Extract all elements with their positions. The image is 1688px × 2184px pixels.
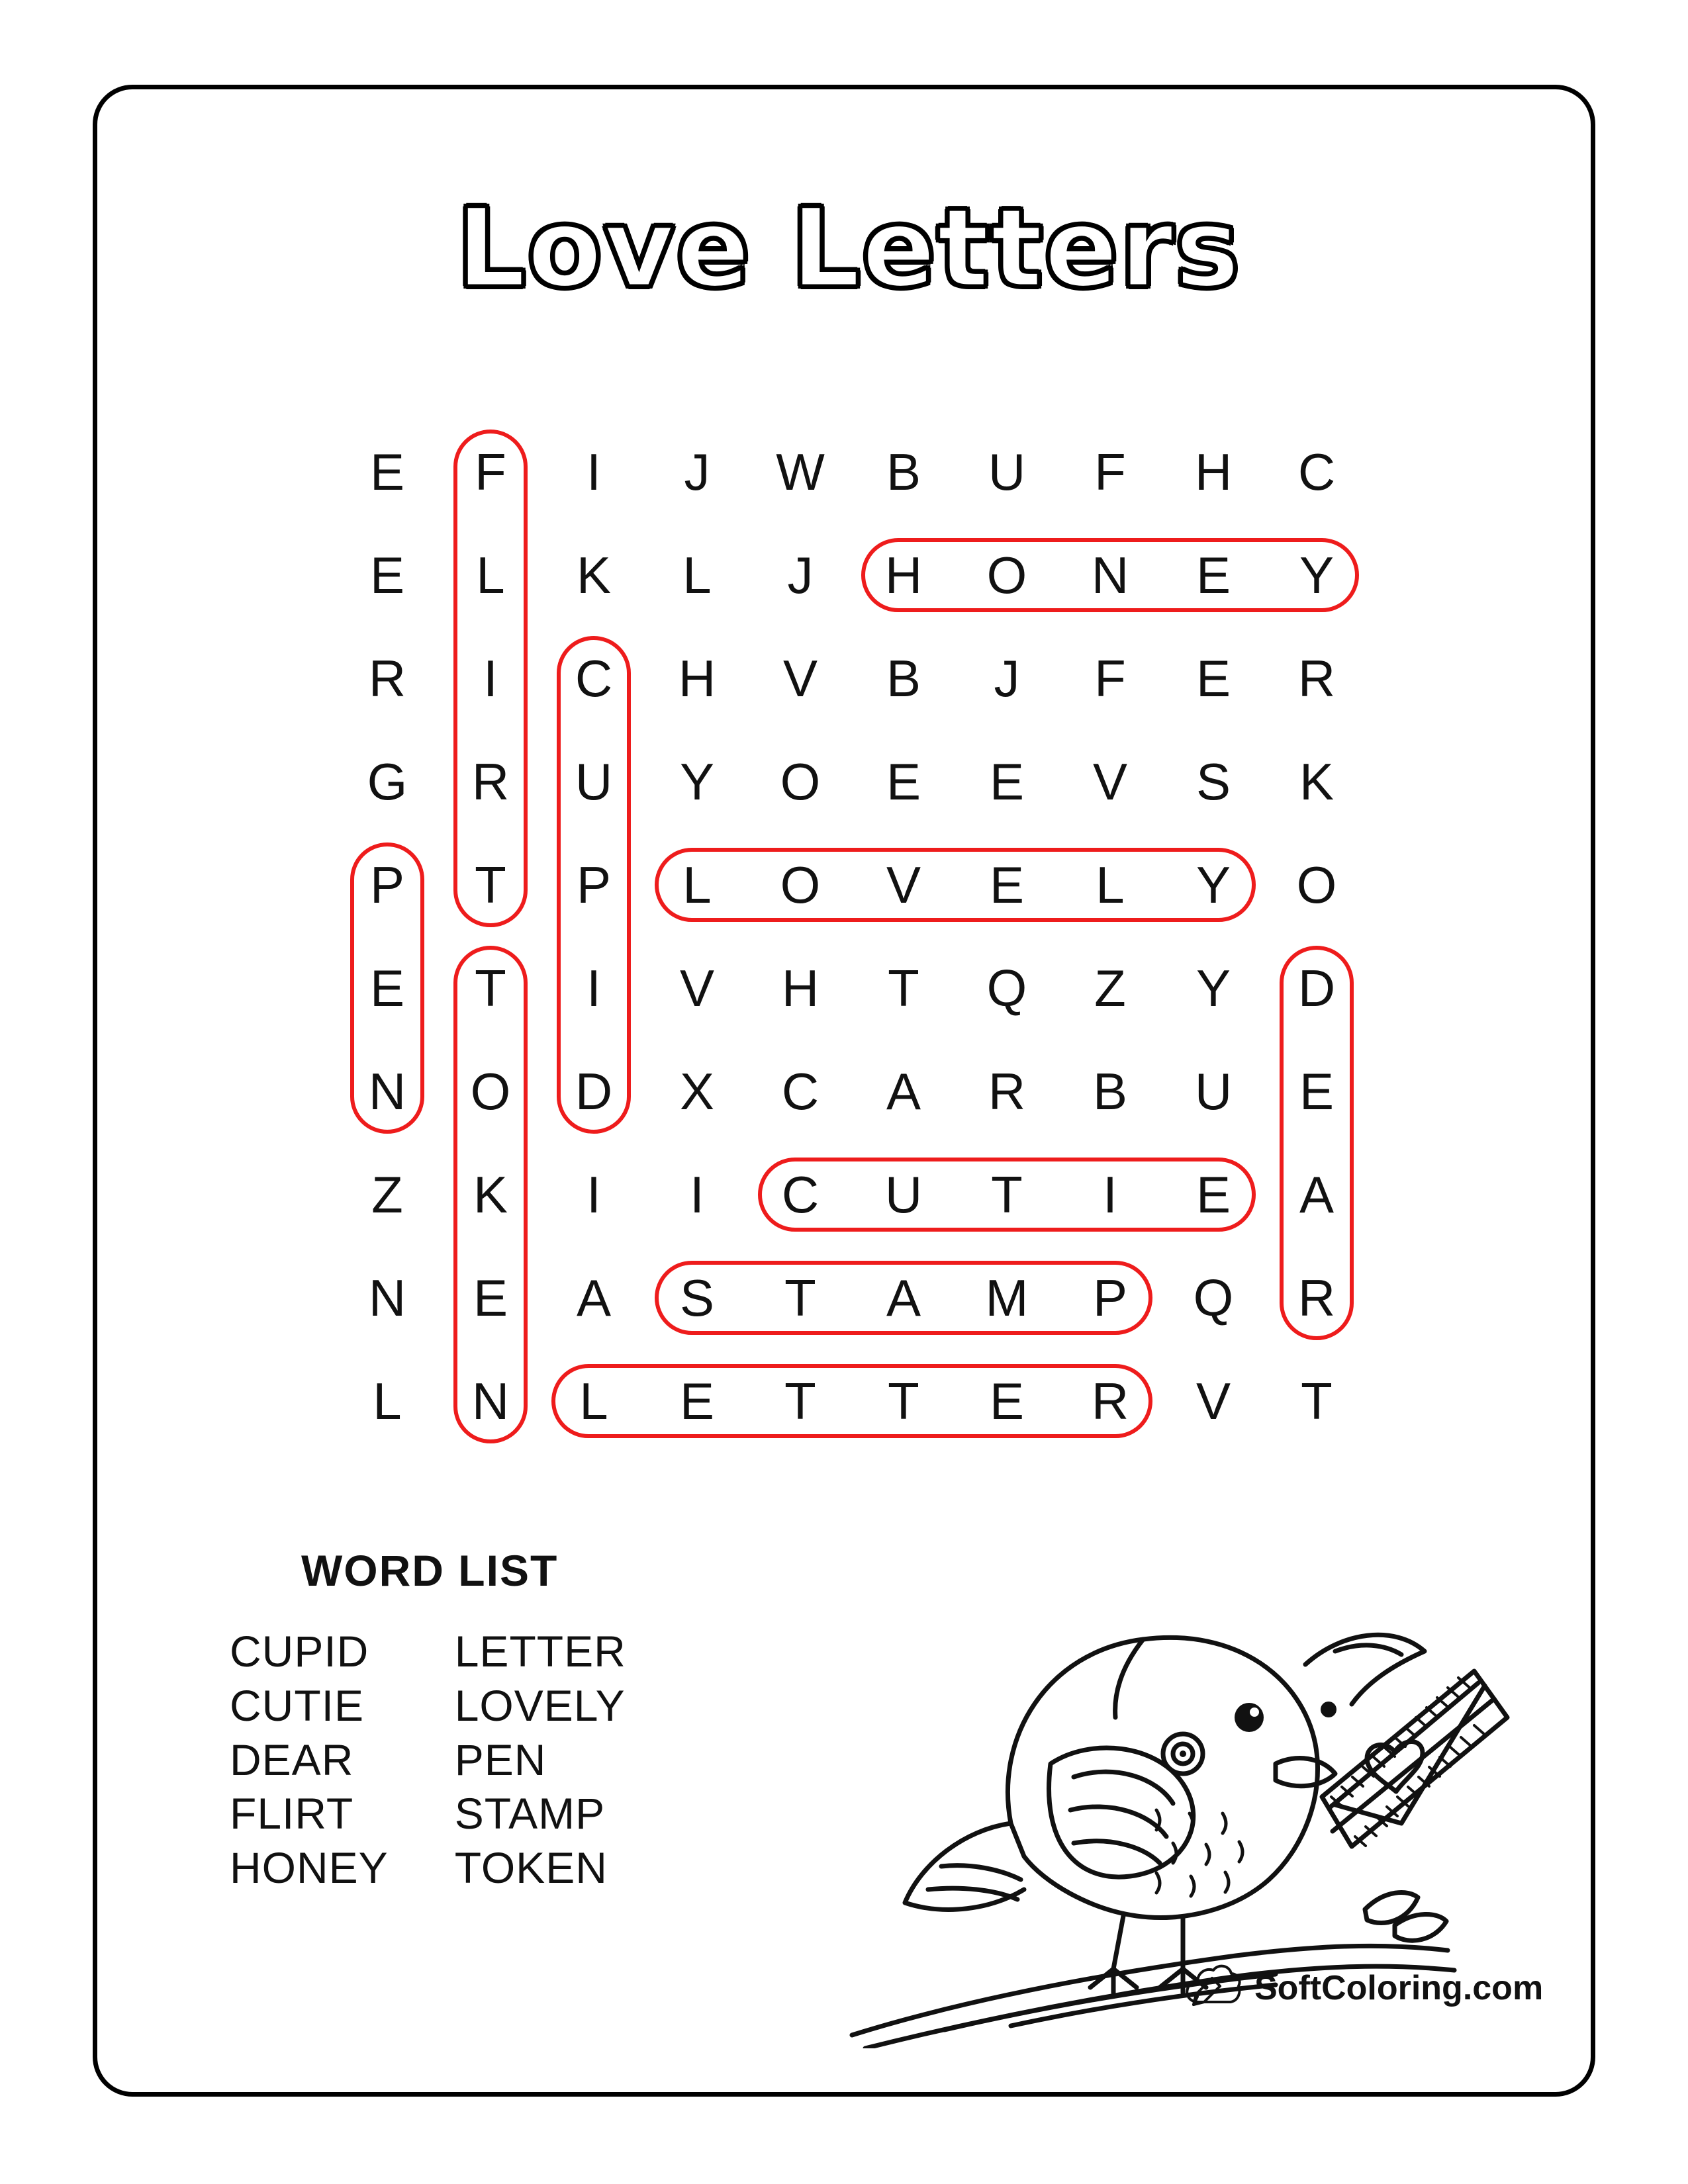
grid-cell[interactable]: L [682, 855, 712, 914]
word-list [230, 1625, 626, 1895]
grid-cell[interactable]: U [884, 1165, 923, 1224]
grid-cell[interactable]: E [369, 442, 405, 501]
grid-cell[interactable]: R [1297, 649, 1336, 707]
grid-row [336, 523, 1368, 627]
bird-with-letter-illustration [812, 1453, 1514, 2048]
grid-cell[interactable]: H [678, 649, 716, 707]
grid-cell[interactable]: Y [1196, 958, 1231, 1017]
grid-cell[interactable]: I [586, 1165, 601, 1224]
grid-cell[interactable]: K [473, 1165, 508, 1224]
grid-cell[interactable]: E [989, 1371, 1025, 1430]
grid-cell[interactable]: L [579, 1371, 608, 1430]
grid-cell[interactable]: L [682, 545, 712, 604]
word-list-item: DEAR [230, 1735, 354, 1784]
grid-row [336, 1349, 1368, 1453]
grid-cell[interactable]: Y [679, 752, 715, 811]
grid-cell[interactable]: E [989, 855, 1025, 914]
grid-cell[interactable]: F [1094, 649, 1126, 707]
grid-cell[interactable]: V [886, 855, 921, 914]
grid-cell[interactable]: S [1196, 752, 1231, 811]
grid-cell[interactable]: C [781, 1062, 820, 1120]
grid-cell[interactable]: T [888, 1371, 919, 1430]
grid-cell[interactable]: E [886, 752, 921, 811]
grid-cell[interactable]: C [781, 1165, 820, 1224]
grid-cell[interactable]: D [1297, 958, 1336, 1017]
footer-logo[interactable] [1183, 1962, 1543, 2014]
grid-cell[interactable]: E [1196, 545, 1231, 604]
grid-cell[interactable]: U [1194, 1062, 1233, 1120]
grid-cell[interactable]: Q [1193, 1268, 1234, 1327]
word-list-item: CUTIE [230, 1680, 364, 1730]
grid-cell[interactable]: I [586, 442, 601, 501]
word-list-item: LOVELY [454, 1680, 626, 1730]
grid-cell[interactable]: S [679, 1268, 715, 1327]
grid-cell[interactable]: J [787, 545, 814, 604]
word-list-item: FLIRT [230, 1789, 354, 1839]
grid-row [336, 730, 1368, 833]
grid-cell[interactable]: B [886, 649, 921, 707]
grid-row [336, 1246, 1368, 1349]
grid-cell[interactable]: E [369, 958, 405, 1017]
grid-cell[interactable]: T [1301, 1371, 1333, 1430]
word-list-column-1 [230, 1625, 389, 1895]
brand-name: SoftColoring.com [1254, 1969, 1544, 2007]
word-list-item: PEN [454, 1735, 547, 1784]
grid-cell[interactable]: L [1096, 855, 1125, 914]
grid-cell[interactable]: B [886, 442, 921, 501]
grid-cell[interactable]: Z [371, 1165, 403, 1224]
page-title: Love Letters [456, 185, 1241, 312]
grid-cell[interactable]: B [1092, 1062, 1128, 1120]
grid-cell[interactable]: Q [986, 958, 1027, 1017]
grid-cell[interactable]: L [373, 1371, 402, 1430]
grid-cell[interactable]: P [369, 855, 405, 914]
grid-cell[interactable]: C [575, 649, 613, 707]
grid-cell[interactable]: T [784, 1268, 816, 1327]
grid-cell[interactable]: E [1196, 1165, 1231, 1224]
grid-cell[interactable]: R [1297, 1268, 1336, 1327]
grid-cell[interactable]: R [988, 1062, 1026, 1120]
grid-cell[interactable]: I [586, 958, 601, 1017]
grid-cell[interactable]: E [679, 1371, 715, 1430]
grid-cell[interactable]: Y [1196, 855, 1231, 914]
word-search-puzzle [336, 420, 1368, 1453]
letter-grid [336, 420, 1368, 1453]
word-list-item: STAMP [454, 1789, 606, 1839]
grid-cell[interactable]: X [679, 1062, 715, 1120]
grid-row [336, 1143, 1368, 1246]
grid-cell[interactable]: H [781, 958, 820, 1017]
grid-cell[interactable]: R [368, 649, 406, 707]
grid-cell[interactable]: P [576, 855, 612, 914]
grid-row [336, 833, 1368, 936]
grid-cell[interactable]: J [684, 442, 710, 501]
grid-cell[interactable]: P [1092, 1268, 1128, 1327]
grid-cell[interactable]: H [884, 545, 923, 604]
grid-cell[interactable]: K [576, 545, 612, 604]
word-list-item: TOKEN [454, 1843, 608, 1893]
grid-cell[interactable]: Y [1299, 545, 1335, 604]
grid-cell[interactable]: N [471, 1371, 510, 1430]
grid-cell[interactable]: I [483, 649, 498, 707]
grid-cell[interactable]: O [780, 752, 821, 811]
grid-cell[interactable]: N [368, 1062, 406, 1120]
grid-cell[interactable]: R [471, 752, 510, 811]
grid-cell[interactable]: T [475, 855, 506, 914]
grid-cell[interactable]: T [475, 958, 506, 1017]
grid-cell[interactable]: J [994, 649, 1020, 707]
grid-cell[interactable]: W [776, 442, 825, 501]
grid-cell[interactable]: T [991, 1165, 1023, 1224]
grid-cell[interactable]: E [1196, 649, 1231, 707]
grid-cell[interactable]: N [368, 1268, 406, 1327]
cloud-pencil-icon [1183, 1962, 1243, 2014]
grid-cell[interactable]: V [1196, 1371, 1231, 1430]
grid-cell[interactable]: I [690, 1165, 704, 1224]
worksheet-page [93, 85, 1595, 2097]
word-list-item: LETTER [454, 1627, 626, 1676]
grid-cell[interactable]: U [988, 442, 1026, 501]
grid-row [336, 627, 1368, 730]
grid-row [336, 420, 1368, 523]
word-list-column-2 [455, 1625, 626, 1895]
grid-cell[interactable]: O [780, 855, 821, 914]
word-list-heading: WORD LIST [301, 1546, 559, 1595]
grid-cell[interactable]: R [1091, 1371, 1129, 1430]
grid-cell[interactable]: A [576, 1268, 612, 1327]
grid-cell[interactable]: M [985, 1268, 1029, 1327]
grid-row [336, 936, 1368, 1040]
grid-cell[interactable]: H [1194, 442, 1233, 501]
grid-cell[interactable]: U [575, 752, 613, 811]
grid-cell[interactable]: D [575, 1062, 613, 1120]
grid-cell[interactable]: G [367, 752, 408, 811]
grid-row [336, 1040, 1368, 1143]
grid-cell[interactable]: L [476, 545, 505, 604]
grid-cell[interactable]: F [1094, 442, 1126, 501]
grid-cell[interactable]: C [1297, 442, 1336, 501]
grid-cell[interactable]: V [679, 958, 715, 1017]
grid-cell[interactable]: E [1299, 1062, 1335, 1120]
grid-cell[interactable]: O [1296, 855, 1337, 914]
grid-cell[interactable]: E [473, 1268, 508, 1327]
grid-cell[interactable]: E [369, 545, 405, 604]
grid-cell[interactable]: V [1092, 752, 1128, 811]
grid-cell[interactable]: N [1091, 545, 1129, 604]
grid-cell[interactable]: T [888, 958, 919, 1017]
grid-cell[interactable]: A [886, 1062, 921, 1120]
grid-cell[interactable]: V [782, 649, 818, 707]
grid-cell[interactable]: Z [1094, 958, 1126, 1017]
grid-cell[interactable]: O [470, 1062, 511, 1120]
grid-cell[interactable]: K [1299, 752, 1335, 811]
grid-cell[interactable]: I [1103, 1165, 1117, 1224]
word-list-item: HONEY [230, 1843, 389, 1893]
grid-cell[interactable]: O [986, 545, 1027, 604]
grid-cell[interactable]: T [784, 1371, 816, 1430]
grid-cell[interactable]: E [989, 752, 1025, 811]
grid-cell[interactable]: F [475, 442, 506, 501]
grid-cell[interactable]: A [886, 1268, 921, 1327]
grid-cell[interactable]: A [1299, 1165, 1335, 1224]
word-list-item: CUPID [230, 1627, 369, 1676]
